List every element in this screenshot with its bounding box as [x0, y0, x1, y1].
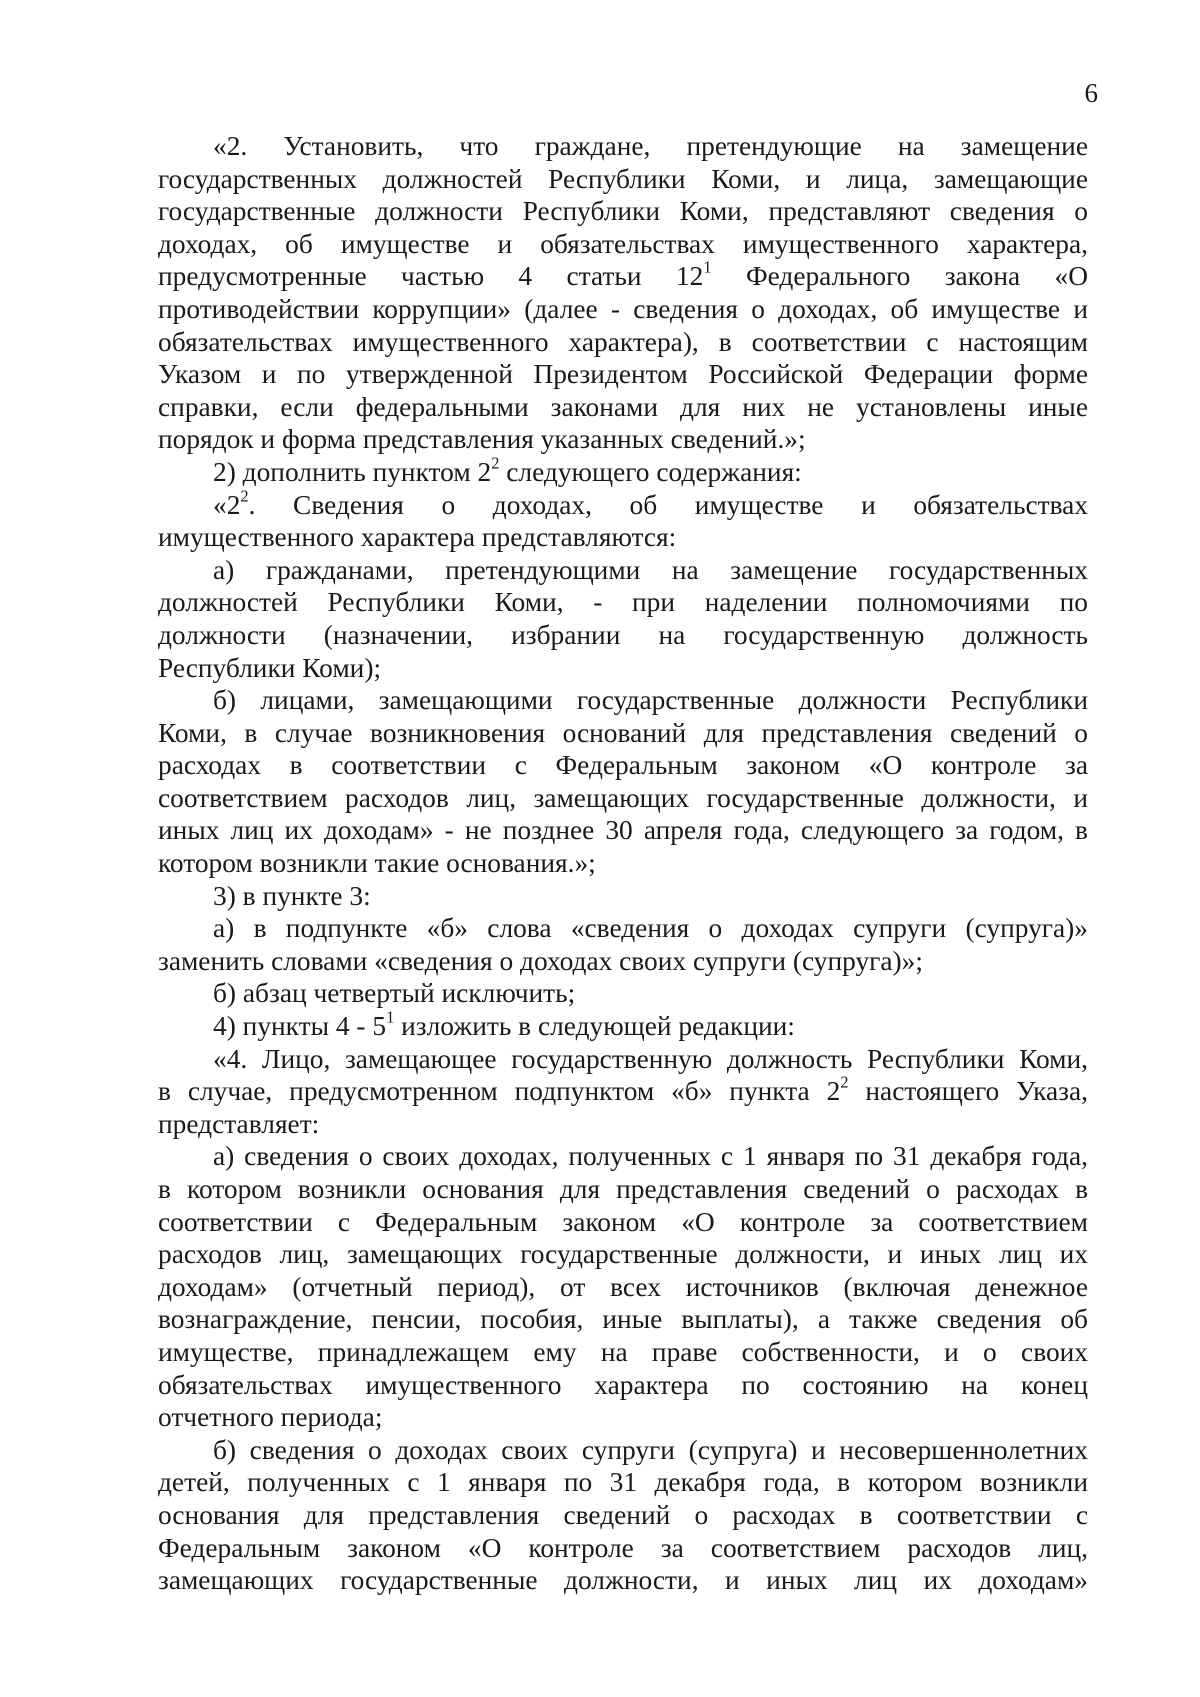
- text-line: обязательствах имущественного характера по состоянию на конец: [158, 1369, 1088, 1400]
- text-line: «2. Установить, что граждане, претендующие на замещение: [213, 131, 1088, 161]
- paragraph-line: [158, 814, 1088, 847]
- subitem-b: [158, 684, 1088, 717]
- text-line: замещающих государственные должности, и иных лиц их доходам»: [158, 1565, 1088, 1596]
- text-line: 2) дополнить пунктом 2: [213, 456, 492, 487]
- text-line: в котором возникли основания для представления сведений о расходах в: [158, 1174, 1088, 1204]
- superscript: 1: [386, 1007, 395, 1027]
- text-line: изложить в следующей редакции:: [394, 1011, 795, 1042]
- paragraph-line: [158, 1466, 1088, 1499]
- paragraph-line: [158, 1303, 1088, 1336]
- text-line: котором возникли такие основания.»;: [158, 848, 596, 879]
- text-line: б) сведения о доходах своих супруги (супруга) и несовершеннолетних: [213, 1434, 1088, 1465]
- subitem-b: [158, 977, 1088, 1010]
- paragraph-line: [158, 847, 1088, 880]
- text-line: а) в подпункте «б» слова «сведения о доходах супруги (супруга)»: [213, 913, 1088, 944]
- paragraph-item-2-2: [158, 486, 1088, 522]
- text-line: имущественного характера представляются:: [158, 522, 677, 553]
- amendment-item-4: [158, 1007, 1088, 1043]
- paragraph-line: [158, 1206, 1088, 1239]
- text-line: расходах в соответствии с Федеральным законом «О контроле за: [158, 750, 1088, 781]
- text-line: б) абзац четвертый исключить;: [213, 978, 576, 1009]
- amendment-item-3: [158, 880, 1088, 913]
- text-line: обязательствах имущественного характера), в соответствии с настоящим: [158, 326, 1088, 357]
- paragraph-line: [158, 1108, 1088, 1141]
- paragraph-line: [158, 1369, 1088, 1402]
- amendment-item-2: [158, 453, 1088, 489]
- paragraph-line: [158, 749, 1088, 782]
- paragraph-line: [158, 1238, 1088, 1271]
- text-line: государственных должностей Республики Коми, и лица, замещающие: [158, 163, 1088, 194]
- paragraph-line: [158, 1173, 1088, 1206]
- text-line: заменить словами «сведения о доходах своих супруги (супруга)»;: [158, 945, 923, 976]
- text-line: противодействии коррупции» (далее - сведения о доходах, об имуществе и: [158, 293, 1088, 324]
- text-line: . Сведения о доходах, об имуществе и обязательствах: [248, 489, 1088, 520]
- paragraph-line: [158, 717, 1088, 750]
- text-line: доходам» (отчетный период), от всех источников (включая денежное: [158, 1271, 1088, 1302]
- text-line: следующего содержания:: [499, 456, 802, 487]
- paragraph-line: [158, 326, 1088, 359]
- text-line: настоящего Указа,: [848, 1076, 1088, 1107]
- text-line: отчетного периода;: [158, 1402, 383, 1433]
- text-line: Республики Коми);: [158, 652, 382, 683]
- superscript: 2: [240, 486, 249, 506]
- paragraph-line: [158, 521, 1088, 554]
- text-line: в случае, предусмотренном подпунктом «б» пункта 2: [158, 1076, 841, 1107]
- text-line: должностей Республики Коми, - при наделении полномочиями по: [158, 587, 1088, 618]
- text-line: Указом и по утвержденной Президентом Российской Федерации форме: [158, 359, 1088, 390]
- paragraph-line: [158, 423, 1088, 456]
- page-number: 6: [1084, 78, 1098, 108]
- paragraph-line: [158, 1401, 1088, 1434]
- paragraph-line: [158, 1564, 1088, 1597]
- subitem-a: [158, 554, 1088, 587]
- text-line: 4) пункты 4 - 5: [213, 1011, 387, 1042]
- paragraph-line: [158, 652, 1088, 685]
- paragraph-line: [158, 1271, 1088, 1304]
- text-line: Коми, в случае возникновения оснований для представления сведений о: [158, 717, 1088, 748]
- text-line: вознаграждение, пенсии, пособия, иные выплаты), а также сведения об: [158, 1304, 1088, 1335]
- paragraph-line: [158, 1072, 1088, 1108]
- text-line: доходах, об имуществе и обязательствах имущественного характера,: [158, 228, 1088, 259]
- text-line: порядок и форма представления указанных сведений.»;: [158, 424, 806, 455]
- subitem-b: [158, 1434, 1088, 1467]
- paragraph-line: [158, 195, 1088, 228]
- text-line: «2: [213, 489, 241, 520]
- text-line: «4. Лицо, замещающее государственную должность Республики Коми,: [213, 1043, 1088, 1074]
- text-line: представляет:: [158, 1108, 320, 1139]
- text-line: Федерального закона «О: [711, 261, 1088, 292]
- paragraph-line: [158, 619, 1088, 652]
- paragraph-line: [158, 945, 1088, 978]
- paragraph-line: [158, 228, 1088, 261]
- paragraph-line: [158, 163, 1088, 196]
- subitem-a: [158, 1140, 1088, 1173]
- paragraph-line: [158, 358, 1088, 391]
- text-line: основания для представления сведений о расходах в соответствии с: [158, 1499, 1088, 1530]
- superscript: 2: [840, 1072, 849, 1092]
- text-line: детей, полученных с 1 января по 31 декабря года, в котором возникли: [158, 1467, 1088, 1498]
- superscript: 1: [703, 258, 712, 278]
- superscript: 2: [491, 453, 500, 473]
- text-line: а) гражданами, претендующими на замещение государственных: [213, 554, 1088, 585]
- text-line: Федеральным законом «О контроле за соответствием расходов лиц,: [158, 1532, 1088, 1563]
- paragraph-line: [158, 391, 1088, 424]
- text-line: 3) в пункте 3:: [213, 880, 371, 911]
- text-line: имуществе, принадлежащем ему на праве собственности, и о своих: [158, 1336, 1088, 1367]
- text-line: государственные должности Республики Коми, представляют сведения о: [158, 196, 1088, 227]
- text-line: соответствием расходов лиц, замещающих государственные должности, и: [158, 782, 1088, 813]
- paragraph-line: [158, 260, 1088, 293]
- text-line: иных лиц их доходам» - не позднее 30 апреля года, следующего за годом, в: [158, 815, 1088, 846]
- text-line: справки, если федеральными законами для них не установлены иные: [158, 391, 1088, 422]
- paragraph-line: [158, 293, 1088, 326]
- text-line: предусмотренные частью 4 статьи 12: [158, 261, 704, 292]
- paragraph-line: [158, 586, 1088, 619]
- paragraph-line: [158, 1499, 1088, 1532]
- text-line: соответствии с Федеральным законом «О контроле за соответствием: [158, 1206, 1088, 1237]
- paragraph-item-4: [158, 1043, 1088, 1076]
- paragraph-line: [158, 782, 1088, 815]
- document-body: [158, 130, 1088, 1597]
- paragraph-item-2: [158, 130, 1088, 163]
- subitem-a: [158, 912, 1088, 945]
- paragraph-line: [158, 1336, 1088, 1369]
- text-line: должности (назначении, избрании на государственную должность: [158, 619, 1088, 650]
- text-line: б) лицами, замещающими государственные должности Республики: [213, 685, 1088, 716]
- text-line: расходов лиц, замещающих государственные должности, и иных лиц их: [158, 1239, 1088, 1270]
- text-line: а) сведения о своих доходах, полученных с 1 января по 31 декабря года,: [213, 1141, 1088, 1172]
- paragraph-line: [158, 1532, 1088, 1565]
